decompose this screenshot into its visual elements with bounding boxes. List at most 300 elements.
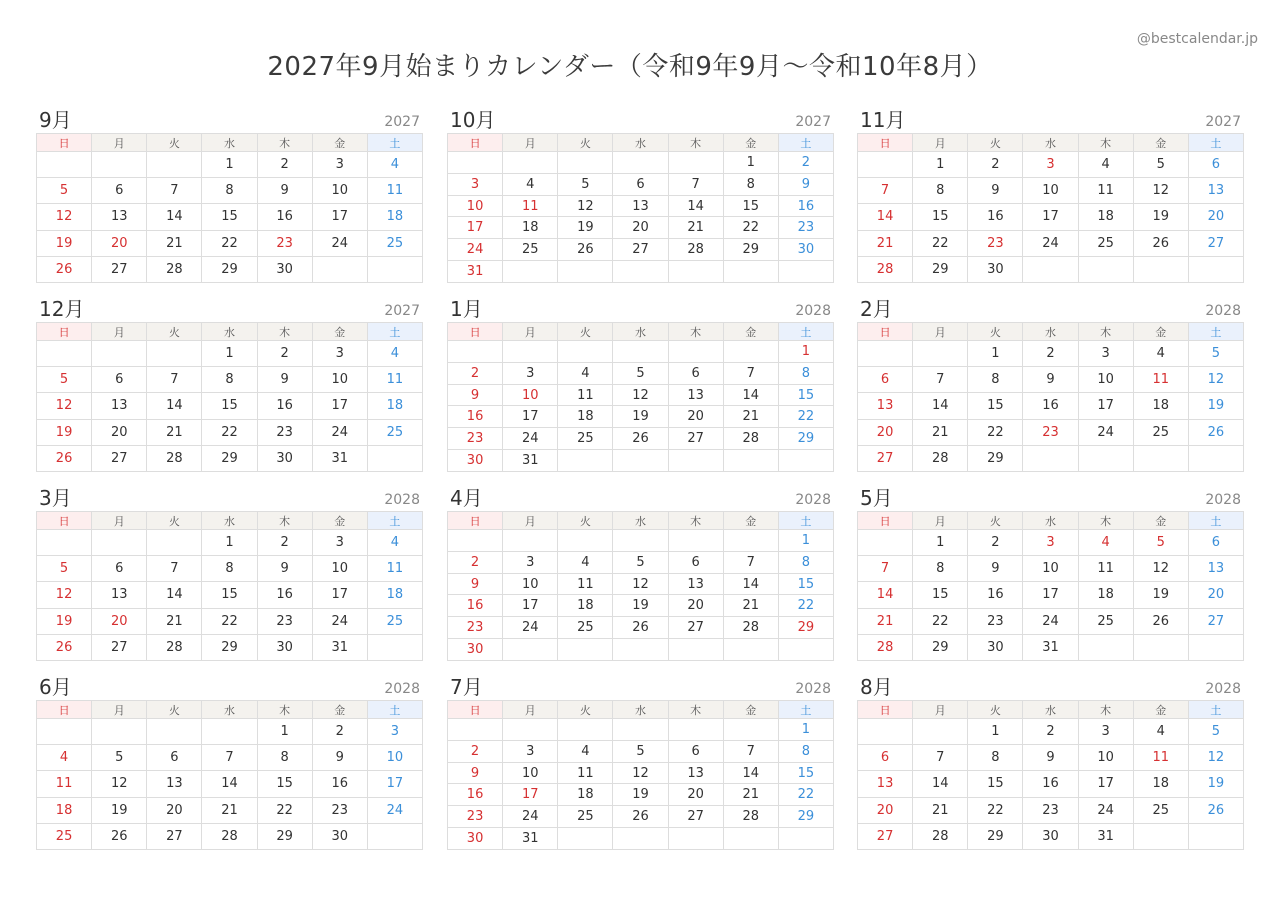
day-cell	[613, 719, 668, 741]
day-cell: 2	[968, 530, 1023, 556]
day-cell: 24	[312, 419, 367, 445]
week-row	[858, 178, 1244, 204]
day-cell: 25	[1078, 230, 1133, 256]
day-cell: 5	[1188, 341, 1243, 367]
day-cell: 7	[147, 556, 202, 582]
day-cell: 12	[1188, 745, 1243, 771]
weekday-label: 金	[312, 701, 367, 719]
day-cell: 29	[723, 239, 778, 261]
day-cell: 7	[723, 362, 778, 384]
weekday-label: 火	[147, 134, 202, 152]
day-cell: 19	[37, 608, 92, 634]
day-cell: 29	[968, 445, 1023, 471]
day-cell: 26	[1133, 230, 1188, 256]
day-cell: 14	[668, 195, 723, 217]
day-cell: 26	[37, 256, 92, 282]
day-cell: 12	[613, 762, 668, 784]
day-cell	[723, 261, 778, 283]
week-row	[858, 582, 1244, 608]
day-cell: 30	[448, 639, 503, 661]
weekday-label: 月	[92, 701, 147, 719]
day-cell	[558, 450, 613, 472]
month-table	[447, 700, 834, 850]
day-cell: 17	[503, 784, 558, 806]
day-cell	[503, 639, 558, 661]
day-cell: 16	[257, 582, 312, 608]
month-table	[857, 700, 1244, 850]
day-cell: 8	[202, 556, 257, 582]
month-block	[36, 108, 423, 283]
day-cell: 27	[613, 239, 668, 261]
day-cell: 6	[858, 745, 913, 771]
week-row	[448, 450, 834, 472]
day-cell: 11	[367, 367, 422, 393]
day-cell: 16	[448, 406, 503, 428]
day-cell	[558, 152, 613, 174]
site-credit: @bestcalendar.jp	[1136, 31, 1258, 47]
day-cell: 9	[257, 556, 312, 582]
weekday-label: 月	[503, 701, 558, 719]
day-cell	[312, 256, 367, 282]
month-table	[447, 133, 834, 283]
weekday-label: 日	[858, 134, 913, 152]
day-cell	[723, 639, 778, 661]
day-cell: 29	[202, 634, 257, 660]
month-table	[447, 511, 834, 661]
day-cell: 27	[668, 806, 723, 828]
day-cell: 23	[778, 217, 833, 239]
day-cell: 19	[37, 230, 92, 256]
day-cell: 3	[1078, 719, 1133, 745]
day-cell	[668, 719, 723, 741]
day-cell: 2	[257, 530, 312, 556]
day-cell: 13	[147, 771, 202, 797]
day-cell: 20	[1188, 204, 1243, 230]
day-cell: 10	[1023, 178, 1078, 204]
month-year: 2028	[1205, 681, 1241, 697]
day-cell: 23	[257, 608, 312, 634]
day-cell	[147, 152, 202, 178]
weekday-label: 木	[1078, 323, 1133, 341]
week-row	[858, 719, 1244, 745]
weekday-label: 木	[1078, 134, 1133, 152]
day-cell: 2	[1023, 719, 1078, 745]
day-cell: 22	[968, 419, 1023, 445]
weekday-label: 火	[558, 134, 613, 152]
day-cell: 26	[1188, 419, 1243, 445]
day-cell: 22	[778, 406, 833, 428]
day-cell: 3	[367, 719, 422, 745]
day-cell: 7	[202, 745, 257, 771]
weekday-label: 木	[668, 134, 723, 152]
day-cell	[613, 450, 668, 472]
week-row	[858, 367, 1244, 393]
day-cell: 2	[778, 152, 833, 174]
day-cell: 31	[1023, 634, 1078, 660]
day-cell: 15	[257, 771, 312, 797]
day-cell: 4	[1078, 530, 1133, 556]
day-cell	[448, 341, 503, 363]
weekday-label: 月	[503, 512, 558, 530]
day-cell: 23	[448, 617, 503, 639]
day-cell: 27	[92, 634, 147, 660]
day-cell: 10	[1078, 367, 1133, 393]
day-cell: 22	[723, 217, 778, 239]
day-cell: 4	[37, 745, 92, 771]
day-cell: 25	[558, 617, 613, 639]
day-cell: 27	[92, 445, 147, 471]
day-cell: 1	[202, 152, 257, 178]
weekday-label: 木	[1078, 512, 1133, 530]
day-cell: 5	[613, 551, 668, 573]
day-cell: 26	[92, 823, 147, 849]
day-cell: 23	[1023, 797, 1078, 823]
day-cell: 17	[503, 406, 558, 428]
weekday-label: 土	[1188, 134, 1243, 152]
day-cell: 20	[858, 797, 913, 823]
day-cell	[723, 530, 778, 552]
day-cell	[613, 261, 668, 283]
month-table	[447, 322, 834, 472]
weekday-label: 日	[448, 701, 503, 719]
month-block	[857, 675, 1244, 850]
day-cell	[668, 261, 723, 283]
day-cell: 22	[968, 797, 1023, 823]
day-cell: 31	[503, 828, 558, 850]
week-row	[37, 745, 423, 771]
weekday-label: 日	[448, 134, 503, 152]
day-cell: 25	[1078, 608, 1133, 634]
day-cell: 7	[147, 367, 202, 393]
day-cell: 10	[503, 573, 558, 595]
day-cell: 7	[668, 173, 723, 195]
day-cell: 29	[913, 256, 968, 282]
weekday-label: 火	[147, 701, 202, 719]
day-cell: 12	[37, 393, 92, 419]
day-cell: 20	[92, 419, 147, 445]
day-cell	[668, 450, 723, 472]
week-row	[37, 419, 423, 445]
day-cell	[448, 719, 503, 741]
day-cell: 25	[503, 239, 558, 261]
day-cell: 2	[448, 362, 503, 384]
weekday-label: 日	[858, 512, 913, 530]
day-cell: 14	[723, 573, 778, 595]
day-cell: 17	[312, 582, 367, 608]
day-cell: 6	[668, 740, 723, 762]
day-cell	[668, 341, 723, 363]
day-cell: 7	[858, 178, 913, 204]
day-cell: 10	[367, 745, 422, 771]
day-cell: 20	[92, 608, 147, 634]
day-cell	[147, 341, 202, 367]
day-cell: 4	[1133, 341, 1188, 367]
day-cell: 4	[1133, 719, 1188, 745]
weekday-label: 土	[778, 701, 833, 719]
day-cell: 2	[312, 719, 367, 745]
month-name: 8月	[860, 675, 893, 699]
month-name: 9月	[39, 108, 72, 132]
day-cell: 13	[668, 762, 723, 784]
day-cell: 15	[723, 195, 778, 217]
day-cell: 22	[202, 608, 257, 634]
day-cell: 16	[448, 784, 503, 806]
day-cell	[858, 530, 913, 556]
day-cell: 14	[147, 204, 202, 230]
day-cell	[778, 639, 833, 661]
week-row	[37, 719, 423, 745]
weekday-header	[858, 323, 1244, 341]
day-cell: 15	[778, 573, 833, 595]
day-cell	[613, 152, 668, 174]
weekday-label: 火	[968, 323, 1023, 341]
day-cell: 30	[257, 445, 312, 471]
day-cell: 30	[968, 256, 1023, 282]
weekday-label: 木	[1078, 701, 1133, 719]
day-cell: 28	[858, 634, 913, 660]
day-cell	[1188, 823, 1243, 849]
week-row	[858, 745, 1244, 771]
day-cell: 12	[613, 384, 668, 406]
day-cell: 18	[367, 582, 422, 608]
day-cell: 30	[448, 828, 503, 850]
day-cell: 4	[558, 362, 613, 384]
day-cell: 24	[1078, 797, 1133, 823]
day-cell: 11	[37, 771, 92, 797]
week-row	[37, 341, 423, 367]
weekday-label: 金	[723, 512, 778, 530]
day-cell: 5	[1133, 530, 1188, 556]
week-row	[37, 797, 423, 823]
day-cell: 24	[1023, 230, 1078, 256]
weekday-label: 木	[668, 512, 723, 530]
day-cell: 22	[257, 797, 312, 823]
day-cell: 23	[968, 230, 1023, 256]
day-cell: 27	[668, 428, 723, 450]
week-row	[858, 556, 1244, 582]
day-cell	[723, 719, 778, 741]
weekday-label: 土	[367, 701, 422, 719]
day-cell: 16	[778, 195, 833, 217]
day-cell: 16	[448, 595, 503, 617]
day-cell: 18	[558, 784, 613, 806]
day-cell	[503, 530, 558, 552]
day-cell	[613, 530, 668, 552]
month-name: 1月	[450, 297, 483, 321]
weekday-label: 月	[503, 134, 558, 152]
day-cell	[448, 152, 503, 174]
day-cell: 13	[1188, 178, 1243, 204]
day-cell: 17	[367, 771, 422, 797]
week-row	[858, 771, 1244, 797]
day-cell: 1	[257, 719, 312, 745]
weekday-header	[858, 134, 1244, 152]
month-table	[857, 511, 1244, 661]
week-row	[448, 551, 834, 573]
day-cell: 18	[1133, 393, 1188, 419]
day-cell: 18	[367, 393, 422, 419]
weekday-label: 木	[257, 134, 312, 152]
day-cell: 19	[92, 797, 147, 823]
weekday-label: 土	[367, 323, 422, 341]
day-cell: 14	[723, 384, 778, 406]
day-cell: 20	[147, 797, 202, 823]
day-cell: 2	[1023, 341, 1078, 367]
day-cell: 30	[257, 256, 312, 282]
day-cell: 18	[558, 406, 613, 428]
day-cell: 1	[778, 341, 833, 363]
weekday-header	[448, 512, 834, 530]
month-year: 2028	[795, 681, 831, 697]
day-cell: 23	[448, 428, 503, 450]
weekday-label: 日	[448, 323, 503, 341]
day-cell: 18	[367, 204, 422, 230]
day-cell: 4	[367, 341, 422, 367]
weekday-label: 火	[558, 323, 613, 341]
month-block	[447, 108, 834, 283]
weekday-label: 日	[37, 323, 92, 341]
day-cell: 13	[668, 384, 723, 406]
month-year: 2028	[384, 681, 420, 697]
day-cell	[913, 719, 968, 745]
day-cell: 25	[558, 428, 613, 450]
weekday-label: 木	[257, 512, 312, 530]
day-cell: 29	[913, 634, 968, 660]
day-cell: 22	[913, 608, 968, 634]
weekday-label: 金	[1133, 512, 1188, 530]
month-year: 2028	[384, 492, 420, 508]
day-cell: 23	[257, 230, 312, 256]
day-cell	[37, 152, 92, 178]
week-row	[858, 608, 1244, 634]
day-cell: 16	[968, 582, 1023, 608]
weekday-label: 月	[92, 323, 147, 341]
day-cell: 8	[202, 367, 257, 393]
month-block	[857, 297, 1244, 472]
day-cell: 20	[668, 595, 723, 617]
weekday-header	[448, 323, 834, 341]
weekday-label: 水	[202, 134, 257, 152]
weekday-label: 日	[858, 701, 913, 719]
weekday-label: 火	[147, 512, 202, 530]
day-cell: 20	[613, 217, 668, 239]
week-row	[448, 573, 834, 595]
day-cell: 15	[968, 393, 1023, 419]
day-cell	[858, 152, 913, 178]
day-cell: 15	[202, 204, 257, 230]
day-cell	[147, 719, 202, 745]
day-cell	[723, 828, 778, 850]
weekday-header	[858, 512, 1244, 530]
week-row	[858, 152, 1244, 178]
day-cell: 30	[257, 634, 312, 660]
week-row	[37, 530, 423, 556]
day-cell: 26	[37, 445, 92, 471]
weekday-label: 月	[913, 701, 968, 719]
day-cell: 21	[723, 784, 778, 806]
month-block	[447, 297, 834, 472]
day-cell: 13	[1188, 556, 1243, 582]
month-block	[447, 486, 834, 661]
day-cell: 17	[448, 217, 503, 239]
day-cell: 23	[1023, 419, 1078, 445]
weekday-label: 木	[257, 323, 312, 341]
day-cell: 11	[1133, 367, 1188, 393]
day-cell	[778, 261, 833, 283]
day-cell: 4	[558, 551, 613, 573]
week-row	[448, 639, 834, 661]
weekday-label: 木	[257, 701, 312, 719]
week-row	[448, 195, 834, 217]
day-cell	[147, 530, 202, 556]
weekday-label: 金	[723, 134, 778, 152]
day-cell: 15	[778, 384, 833, 406]
day-cell	[668, 828, 723, 850]
week-row	[858, 530, 1244, 556]
day-cell: 7	[723, 740, 778, 762]
week-row	[37, 230, 423, 256]
day-cell: 5	[92, 745, 147, 771]
weekday-label: 水	[202, 323, 257, 341]
day-cell: 3	[1078, 341, 1133, 367]
day-cell: 11	[1133, 745, 1188, 771]
weekday-label: 土	[1188, 701, 1243, 719]
day-cell: 13	[92, 393, 147, 419]
weekday-label: 金	[312, 512, 367, 530]
day-cell: 4	[558, 740, 613, 762]
day-cell	[558, 719, 613, 741]
day-cell	[92, 719, 147, 745]
week-row	[858, 445, 1244, 471]
day-cell: 28	[723, 617, 778, 639]
day-cell: 25	[37, 823, 92, 849]
day-cell: 29	[778, 806, 833, 828]
day-cell	[558, 341, 613, 363]
week-row	[448, 239, 834, 261]
day-cell: 17	[312, 393, 367, 419]
day-cell: 9	[448, 384, 503, 406]
weekday-label: 水	[1023, 701, 1078, 719]
day-cell	[1133, 445, 1188, 471]
day-cell: 1	[202, 530, 257, 556]
day-cell: 4	[367, 152, 422, 178]
day-cell: 19	[37, 419, 92, 445]
day-cell: 8	[913, 556, 968, 582]
day-cell	[668, 639, 723, 661]
day-cell: 5	[37, 556, 92, 582]
day-cell: 21	[913, 419, 968, 445]
day-cell: 20	[1188, 582, 1243, 608]
day-cell: 18	[37, 797, 92, 823]
day-cell: 25	[558, 806, 613, 828]
day-cell: 15	[202, 393, 257, 419]
day-cell: 5	[613, 740, 668, 762]
day-cell	[613, 341, 668, 363]
day-cell	[1133, 823, 1188, 849]
day-cell: 9	[1023, 745, 1078, 771]
day-cell: 10	[312, 556, 367, 582]
week-row	[37, 556, 423, 582]
day-cell: 25	[1133, 797, 1188, 823]
month-block	[857, 108, 1244, 283]
page-title: 2027年9月始まりカレンダー（令和9年9月～令和10年8月）	[267, 52, 993, 82]
week-row	[448, 719, 834, 741]
day-cell: 28	[202, 823, 257, 849]
day-cell: 9	[448, 762, 503, 784]
month-table	[857, 322, 1244, 472]
day-cell: 14	[913, 393, 968, 419]
weekday-label: 土	[1188, 512, 1243, 530]
